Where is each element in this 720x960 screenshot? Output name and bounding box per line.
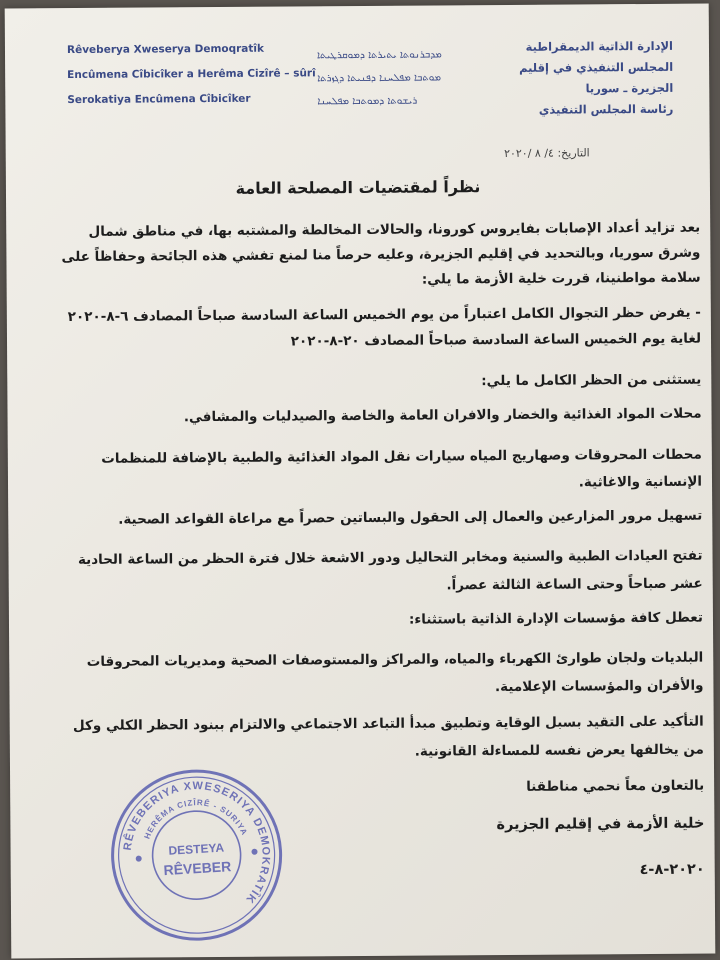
stamp-line1: DESTEYA bbox=[168, 840, 225, 858]
compliance-paragraph: التأكيد على التقيد بسبل الوقاية وتطبيق مبدأ التباعد الاجتماعي والالتزام ببنود الحظر الكلي وكل من يخالفها يعرض نفسه للمساءلة القانونية. bbox=[72, 713, 704, 760]
header-kurdish-line3: Serokatiya Encûmena Cîbicîker bbox=[67, 92, 251, 107]
header-arabic-line3: رئاسة المجلس التنفيذي bbox=[538, 101, 674, 117]
closing-slogan: بالتعاون معاً نحمي مناطقنا bbox=[526, 777, 705, 795]
closure-exception-item: البلديات ولجان طوارئ الكهرباء والمياه، والمراكز والمستوصفات الصحية ومديريات المحروقات والأفران والمؤسسات الإعلامية. bbox=[86, 649, 704, 696]
header-kurdish-line2: Encûmena Cîbicîker a Herêma Cizîrê – sûrî bbox=[67, 67, 316, 82]
stamp-ring-text: RÊVEBERIYA XWESERIYA DEMOKRATÎK bbox=[121, 780, 272, 906]
official-stamp bbox=[101, 760, 291, 950]
date-line: التاريخ: ٤/ ٨ /٢٠٢٠ bbox=[504, 146, 590, 160]
header-syriac bbox=[317, 43, 487, 113]
stamp-line2: RÊVEBER bbox=[163, 858, 232, 879]
header-kurdish-line1: Rêveberya Xweserya Demoqratîk bbox=[66, 42, 265, 57]
stamp-star-icon bbox=[136, 855, 142, 861]
exception-item: تسهيل مرور المزارعين والعمال إلى الحقول والبساتين حصراً مع مراعاة القواعد الصحية. bbox=[118, 507, 703, 528]
header-kurdish bbox=[67, 36, 318, 113]
document-title: نظراً لمقتضيات المصلحة العامة bbox=[235, 177, 481, 198]
stamp-star-icon bbox=[251, 849, 257, 855]
header-syriac-line3: ܪܝܫܘܬܐ ܕܡܘܬܒܐ ܡܦܠܚܢܐ bbox=[317, 95, 418, 108]
header-arabic-line1: الإدارة الذاتية الديمقراطية bbox=[525, 38, 674, 54]
exception-item: تفتح العيادات الطبية والسنية ومخابر التحاليل ودور الاشعة خلال فترة الحظر من الساعة الحادية عشر صباحاً وحتى الساعة الثالثة عصراً. bbox=[77, 547, 703, 594]
exception-item: محطات المحروقات وصهاريج المياه سيارات نقل المواد الغذائية والطبية بالإضافة للمنظمات الإنسانية والاغاثية. bbox=[101, 446, 703, 491]
header-arabic bbox=[473, 36, 674, 121]
stamp-ring-subtext: HERÊMA CIZÎRÊ - SURIYA bbox=[142, 798, 250, 841]
intro-paragraph: بعد تزايد أعداد الإصابات بفايروس كورونا، والحالات المخالطة والمشتبه بها، في مناطق شمال وشرق سوريا، وبالتحديد في إقليم الجزيرة، وعليه حرصاً منا لمنع تفشي هذه الجائحة وحفاظاً على سلامة مواطنينا، قررت خلية الأزمة ما يلي: bbox=[61, 219, 701, 288]
header-arabic-line2: المجلس التنفيذي في إقليم الجزيرة ـ سوريا bbox=[518, 59, 674, 96]
header-syriac-line2: ܡܘܬܒܐ ܡܦܠܚܢܐ ܕܦܢܝܬܐ ܕܓܙܪܬܐ bbox=[317, 72, 442, 85]
exceptions-heading: يستثنى من الحظر الكامل ما يلي: bbox=[481, 371, 702, 390]
signature-body: خلية الأزمة في إقليم الجزيرة bbox=[496, 815, 705, 834]
header-syriac-line1: ܡܕܒܪܢܘܬܐ ܝܬܝܪܬܐ ܕܡܘܩܪܛܝܬܐ bbox=[316, 49, 442, 62]
document-page bbox=[5, 4, 716, 959]
signature-date: ٢٠٢٠-٨-٤ bbox=[639, 861, 705, 879]
curfew-paragraph: - يفرض حظر التجوال الكامل اعتباراً من يوم الخميس الساعة السادسة صباحاً المصادف ٦-٨-٢٠٢٠ لغاية يوم الخميس الساعة السادسة صباحاً المصادف ٢٠-٨-٢٠٢٠ bbox=[67, 304, 702, 350]
closures-heading: تعطل كافة مؤسسات الإدارة الذاتية باستثناء: bbox=[408, 609, 704, 628]
exception-item: محلات المواد الغذائية والخضار والافران العامة والخاصة والصيدليات والمشافي. bbox=[183, 405, 702, 426]
